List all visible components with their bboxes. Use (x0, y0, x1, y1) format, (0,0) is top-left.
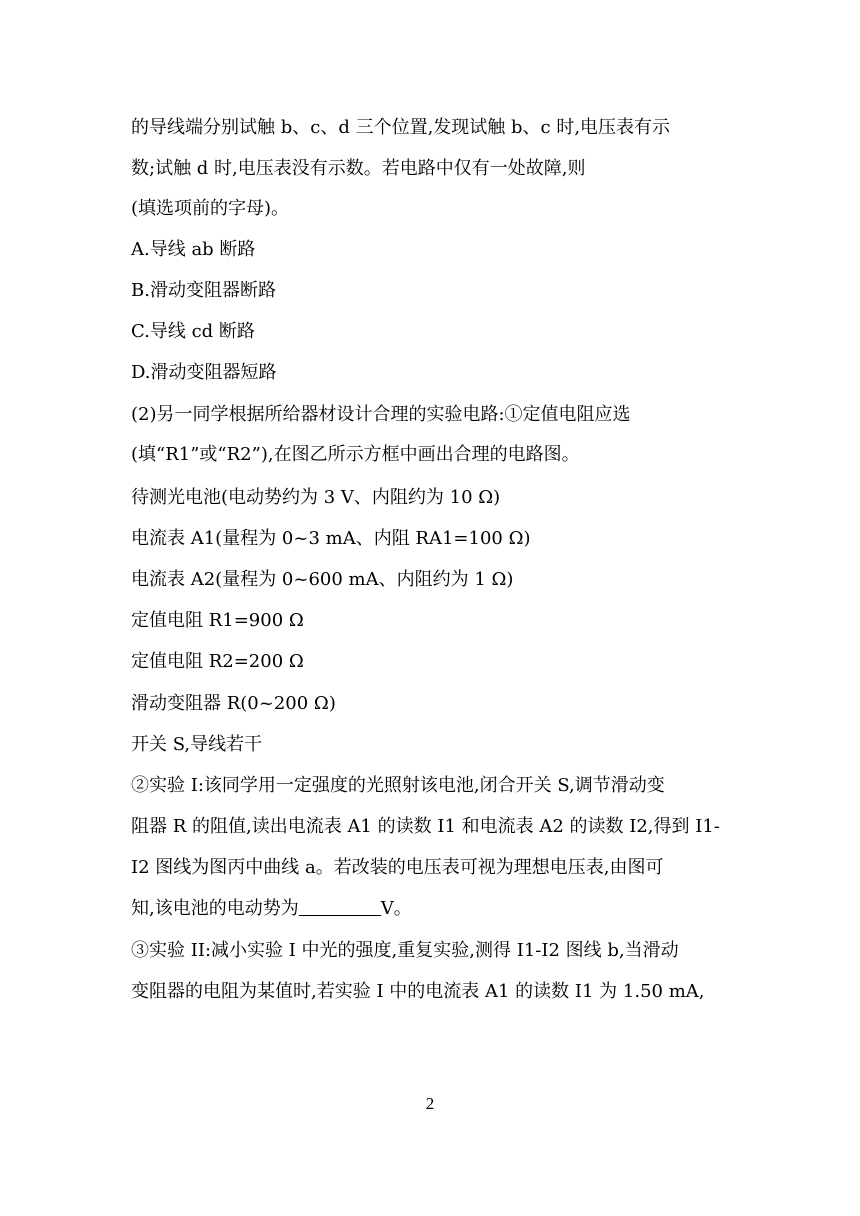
text-line (131, 897, 412, 921)
answer-blank (299, 897, 381, 916)
equipment-item: 待测光电池(电动势约为 3 V、内阻约为 10 Ω) (131, 487, 501, 508)
option-b: B.滑动变阻器断路 (131, 280, 276, 301)
equipment-item: 电流表 A1(量程为 0~3 mA、内阻 RA1=100 Ω) (131, 528, 531, 549)
option-a: A.导线 ab 断路 (131, 239, 256, 260)
equipment-item: 定值电阻 R1=900 Ω (131, 610, 304, 631)
text-line: 阻器 R 的阻值,读出电流表 A1 的读数 I1 和电流表 A2 的读数 I2,得到 I1- (131, 816, 720, 837)
text-line: (2)另一同学根据所给器材设计合理的实验电路:①定值电阻应选 (131, 404, 631, 425)
text-segment: 知,该电池的电动势为 (131, 898, 299, 919)
page-number: 2 (425, 1094, 435, 1113)
text-line: (填选项前的字母)。 (131, 198, 290, 219)
text-line: 的导线端分别试触 b、c、d 三个位置,发现试触 b、c 时,电压表有示 (131, 117, 671, 138)
equipment-item: 滑动变阻器 R(0~200 Ω) (131, 693, 336, 714)
option-c: C.导线 cd 断路 (131, 321, 255, 342)
text-line: (填“R1”或“R2”),在图乙所示方框中画出合理的电路图。 (131, 444, 580, 465)
option-d: D.滑动变阻器短路 (131, 362, 277, 383)
text-segment: V。 (380, 898, 412, 919)
text-line: I2 图线为图丙中曲线 a。若改装的电压表可视为理想电压表,由图可 (131, 857, 664, 878)
text-line: ②实验 I:该同学用一定强度的光照射该电池,闭合开关 S,调节滑动变 (131, 775, 665, 796)
equipment-item: 定值电阻 R2=200 Ω (131, 651, 304, 672)
equipment-item: 电流表 A2(量程为 0~600 mA、内阻约为 1 Ω) (131, 569, 514, 590)
equipment-item: 开关 S,导线若干 (131, 734, 263, 755)
text-line: 数;试触 d 时,电压表没有示数。若电路中仅有一处故障,则 (131, 158, 586, 179)
text-line: ③实验 II:减小实验 I 中光的强度,重复实验,测得 I1-I2 图线 b,当滑动 (131, 940, 679, 961)
text-line: 变阻器的电阻为某值时,若实验 I 中的电流表 A1 的读数 I1 为 1.50 mA, (131, 981, 705, 1002)
